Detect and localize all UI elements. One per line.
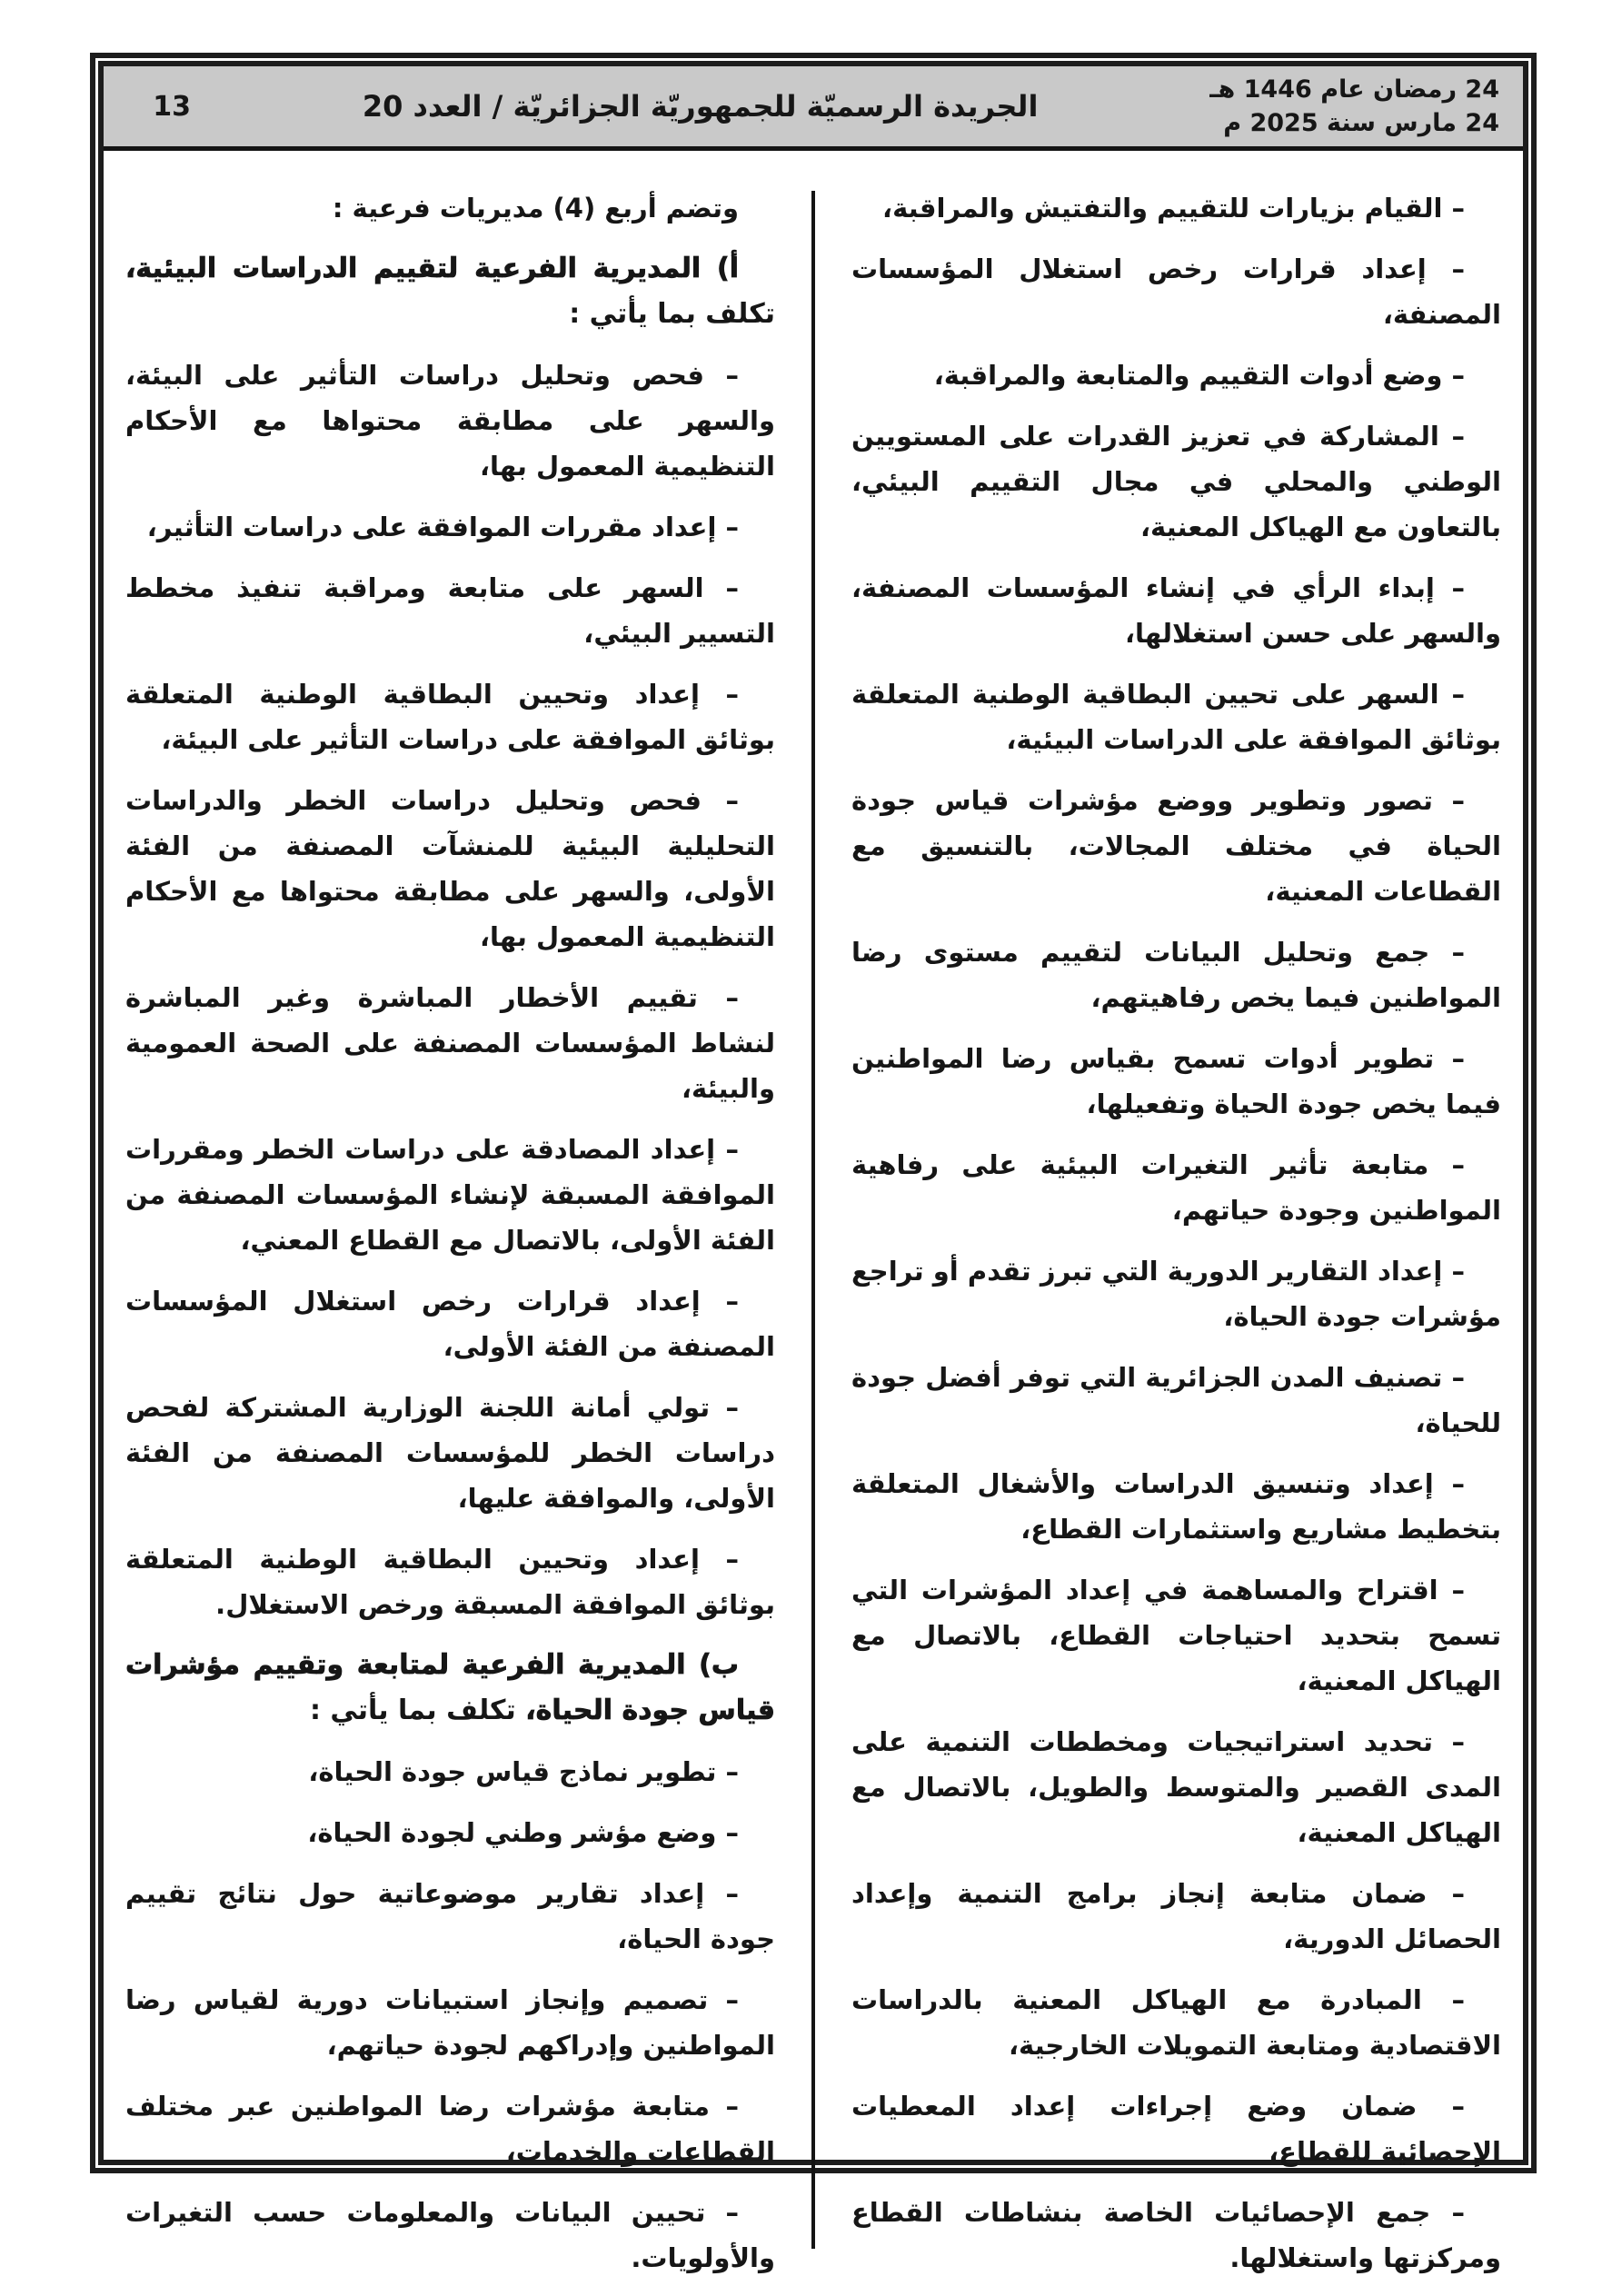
- body-area: [104, 151, 1523, 2296]
- column-left: [104, 151, 813, 2296]
- list-paragraph: – المبادرة مع الهياكل المعنية بالدراسات الاقتصادية ومتابعة التمويلات الخارجية،: [851, 1984, 1501, 2061]
- section-heading: [125, 246, 775, 337]
- journal-title: الجريدة الرسميّة للجمهوريّة الجزائريّة / العدد 20: [362, 89, 1039, 124]
- list-paragraph: – وضع مؤشر وطني لجودة الحياة،: [307, 1817, 739, 1848]
- list-paragraph: – تطوير أدوات تسمح بقياس رضا المواطنين فيما يخص جودة الحياة وتفعيلها،: [851, 1043, 1501, 1119]
- heading-bold-text: أ) المديرية الفرعية لتقييم الدراسات البيئية،: [125, 253, 739, 284]
- header-band: [104, 66, 1523, 151]
- list-paragraph: – إعداد وتحيين البطاقية الوطنية المتعلقة بوثائق الموافقة المسبقة ورخص الاستغلال.: [125, 1544, 775, 1620]
- column-right: [813, 151, 1523, 2296]
- list-paragraph: – وضع أدوات التقييم والمتابعة والمراقبة،: [933, 360, 1465, 391]
- list-paragraph: – إعداد التقارير الدورية التي تبرز تقدم أو تراجع مؤشرات جودة الحياة،: [851, 1256, 1501, 1332]
- list-paragraph: – إعداد المصادقة على دراسات الخطر ومقررات الموافقة المسبقة لإنشاء المؤسسات المصنفة من الفئة الأولى، بالاتصال مع القطاع المعني،: [125, 1134, 775, 1256]
- list-paragraph: – تصنيف المدن الجزائرية التي توفر أفضل جودة للحياة،: [851, 1362, 1501, 1438]
- list-paragraph: – تحيين البيانات والمعلومات حسب التغيرات والأولويات.: [125, 2197, 775, 2273]
- list-paragraph: – السهر على تحيين البطاقية الوطنية المتعلقة بوثائق الموافقة على الدراسات البيئية،: [851, 679, 1501, 755]
- list-paragraph: – إعداد تقارير موضوعاتية حول نتائج تقييم جودة الحياة،: [125, 1878, 775, 1954]
- page-number: 13: [153, 90, 191, 123]
- page-frame-outer: [90, 53, 1537, 2273]
- list-paragraph: – تطوير نماذج قياس جودة الحياة،: [308, 1756, 739, 1787]
- list-paragraph: – جمع الإحصائيات الخاصة بنشاطات القطاع ومركزتها واستغلالها.: [851, 2197, 1501, 2273]
- list-paragraph: – متابعة مؤشرات رضا المواطنين عبر مختلف القطاعات والخدمات،: [125, 2091, 775, 2167]
- list-paragraph: – إعداد قرارات رخص استغلال المؤسسات المصنفة،: [851, 253, 1501, 330]
- list-paragraph: – متابعة تأثير التغيرات البيئية على رفاهية المواطنين وجودة حياتهم،: [851, 1149, 1501, 1226]
- list-paragraph: – إعداد وتنسيق الدراسات والأشغال المتعلقة بتخطيط مشاريع واستثمارات القطاع،: [851, 1468, 1501, 1545]
- list-paragraph: – القيام بزيارات للتقييم والتفتيش والمراقبة،: [882, 193, 1465, 224]
- list-paragraph: – اقتراح والمساهمة في إعداد المؤشرات التي تسمح بتحديد احتياجات القطاع، بالاتصال مع الهياكل المعنية،: [851, 1575, 1501, 1696]
- list-paragraph: – تصميم وإنجاز استبيانات دورية لقياس رضا المواطنين وإدراكهم لجودة حياتهم،: [125, 1984, 775, 2061]
- column-divider: [811, 191, 815, 2249]
- list-paragraph: – المشاركة في تعزيز القدرات على المستويين الوطني والمحلي في مجال التقييم البيئي، بالتعاون مع الهياكل المعنية،: [851, 421, 1501, 542]
- page-frame-inner: [98, 61, 1528, 2273]
- list-paragraph: – فحص وتحليل دراسات الخطر والدراسات التحليلية البيئية للمنشآت المصنفة من الفئة الأولى، والسهر على مطابقة محتواها مع الأحكام التنظيمية المعمول بها،: [125, 785, 775, 952]
- list-paragraph: – إعداد وتحيين البطاقية الوطنية المتعلقة بوثائق الموافقة على دراسات التأثير على البيئة،: [125, 679, 775, 755]
- list-paragraph: – إعداد قرارات رخص استغلال المؤسسات المصنفة من الفئة الأولى،: [125, 1286, 775, 1362]
- heading-rest-text: تكلف بما يأتي :: [569, 298, 775, 330]
- list-paragraph: – ضمان وضع إجراءات إعداد المعطيات الإحصائية للقطاع،: [851, 2091, 1501, 2167]
- list-paragraph: – ضمان متابعة إنجاز برامج التنمية وإعداد الحصائل الدورية،: [851, 1878, 1501, 1954]
- intro-paragraph: وتضم أربع (4) مديريات فرعية :: [332, 193, 739, 224]
- list-paragraph: – تولي أمانة اللجنة الوزارية المشتركة لفحص دراسات الخطر للمؤسسات المصنفة من الفئة الأولى، والموافقة عليها،: [125, 1392, 775, 1514]
- list-paragraph: – فحص وتحليل دراسات التأثير على البيئة، والسهر على مطابقة محتواها مع الأحكام التنظيمية المعمول بها،: [125, 360, 775, 482]
- list-paragraph: – جمع وتحليل البيانات لتقييم مستوى رضا المواطنين فيما يخص رفاهيتهم،: [851, 937, 1501, 1013]
- header-dates: [1209, 73, 1499, 140]
- gregorian-date: 24 مارس سنة 2025 م: [1223, 109, 1499, 137]
- list-paragraph: – تحديد استراتيجيات ومخططات التنمية على المدى القصير والمتوسط والطويل، بالاتصال مع الهياكل المعنية،: [851, 1726, 1501, 1848]
- list-paragraph: – السهر على متابعة ومراقبة تنفيذ مخطط التسيير البيئي،: [125, 572, 775, 649]
- hijri-date: 24 رمضان عام 1446 هـ: [1209, 75, 1499, 104]
- list-paragraph: – إبداء الرأي في إنشاء المؤسسات المصنفة، والسهر على حسن استغلالها،: [851, 572, 1501, 649]
- heading-bold-text: ب) المديرية الفرعية لمتابعة وتقييم مؤشرات قياس جودة الحياة،: [125, 1649, 775, 1726]
- section-heading: [125, 1643, 775, 1734]
- list-paragraph: – إعداد مقررات الموافقة على دراسات التأثير،: [146, 512, 739, 542]
- heading-rest-text: تكلف بما يأتي :: [309, 1695, 516, 1726]
- list-paragraph: – تصور وتطوير ووضع مؤشرات قياس جودة الحياة في مختلف المجالات، بالتنسيق مع القطاعات المعنية،: [851, 785, 1501, 907]
- list-paragraph: – تقييم الأخطار المباشرة وغير المباشرة لنشاط المؤسسات المصنفة على الصحة العمومية والبيئة،: [125, 982, 775, 1104]
